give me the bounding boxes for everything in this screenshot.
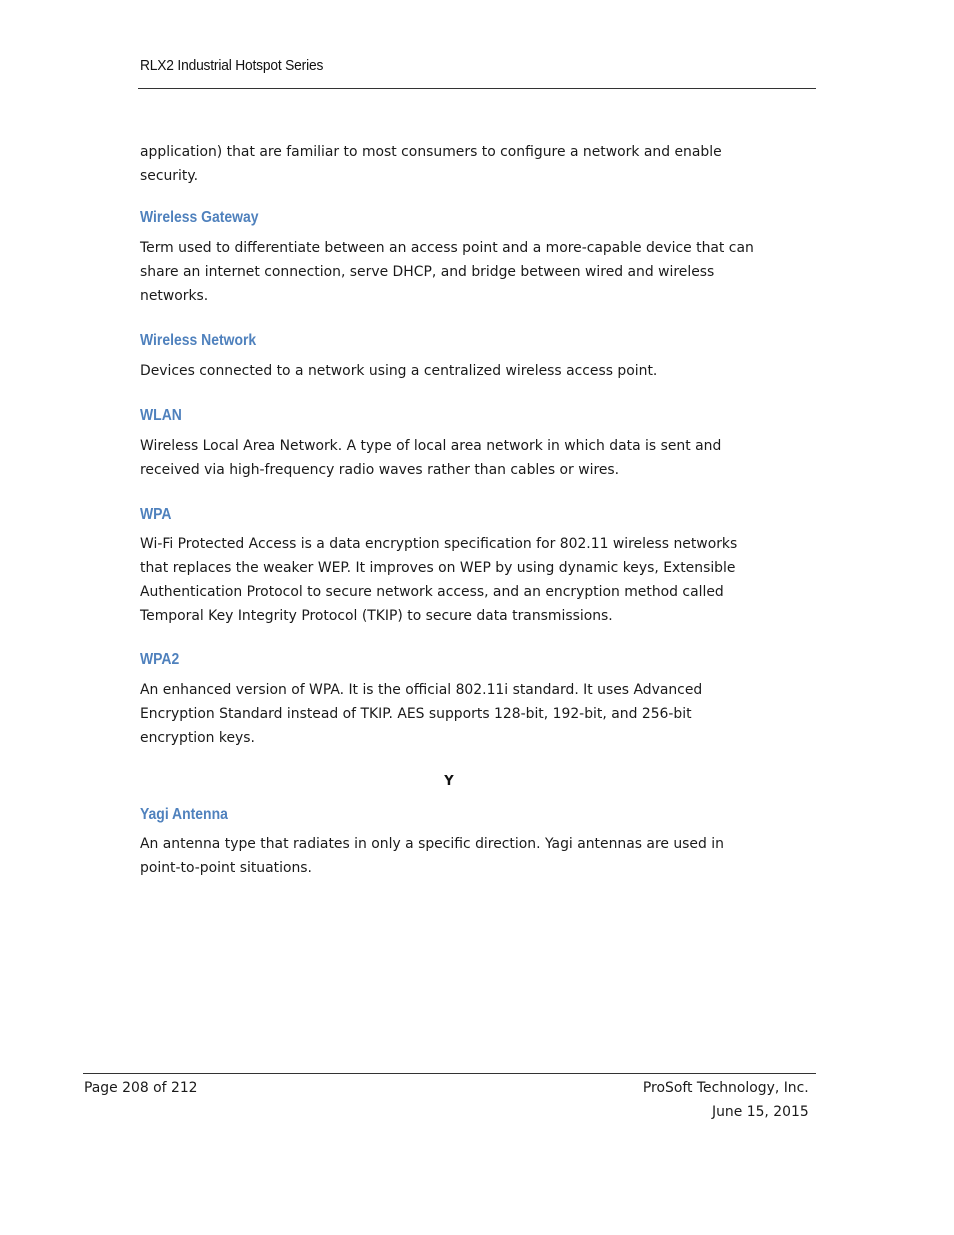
glossary-entry-wpa [140,505,770,628]
definition-line: Devices connected to a network using a centralized wireless access point. [140,363,658,379]
definition-line: networks. [140,288,209,304]
definition-line: received via high-frequency radio waves rather than cables or wires. [140,462,620,478]
intro-line-2: security. [140,168,199,184]
header-divider [138,88,816,89]
definition-line: point-to-point situations. [140,860,312,876]
document-title: RLX2 Industrial Hotspot Series [140,57,324,74]
term-heading: Yagi Antenna [140,806,228,823]
company-name: ProSoft Technology, Inc. [643,1080,809,1096]
footer-divider [83,1073,816,1074]
page-number: Page 208 of 212 [84,1080,198,1096]
footer-company-date [643,1076,809,1124]
definition-line: Temporal Key Integrity Protocol (TKIP) to secure data transmissions. [140,608,613,624]
term-heading: WPA2 [140,651,180,668]
intro-paragraph [140,140,770,188]
glossary-entry-yagi-antenna [140,805,770,880]
glossary-entry-wpa2 [140,650,770,750]
definition-line: Authentication Protocol to secure network access, and an encryption method called [140,584,724,600]
term-heading: WLAN [140,407,182,424]
definition-line: Encryption Standard instead of TKIP. AES supports 128-bit, 192-bit, and 256-bit [140,706,692,722]
glossary-entry-wireless-gateway [140,208,770,308]
definition-line: Wi-Fi Protected Access is a data encryption specification for 802.11 wireless networks [140,536,738,552]
publish-date: June 15, 2015 [712,1104,809,1120]
definition-line: Wireless Local Area Network. A type of local area network in which data is sent and [140,438,722,454]
term-heading: Wireless Network [140,332,257,349]
glossary-entry-wireless-network [140,331,770,383]
term-heading: WPA [140,506,172,523]
glossary-entry-wlan [140,406,770,482]
definition-line: An antenna type that radiates in only a specific direction. Yagi antennas are used in [140,836,724,852]
definition-line: An enhanced version of WPA. It is the official 802.11i standard. It uses Advanced [140,682,703,698]
glossary-content [140,140,770,880]
definition-line: share an internet connection, serve DHCP, and bridge between wired and wireless [140,264,715,280]
definition-line: that replaces the weaker WEP. It improves on WEP by using dynamic keys, Extensible [140,560,736,576]
section-letter-heading: Y [444,774,454,789]
intro-line-1: application) that are familiar to most consumers to configure a network and enable [140,144,722,160]
definition-line: encryption keys. [140,730,255,746]
term-heading: Wireless Gateway [140,209,259,226]
definition-line: Term used to differentiate between an access point and a more-capable device that can [140,240,754,256]
